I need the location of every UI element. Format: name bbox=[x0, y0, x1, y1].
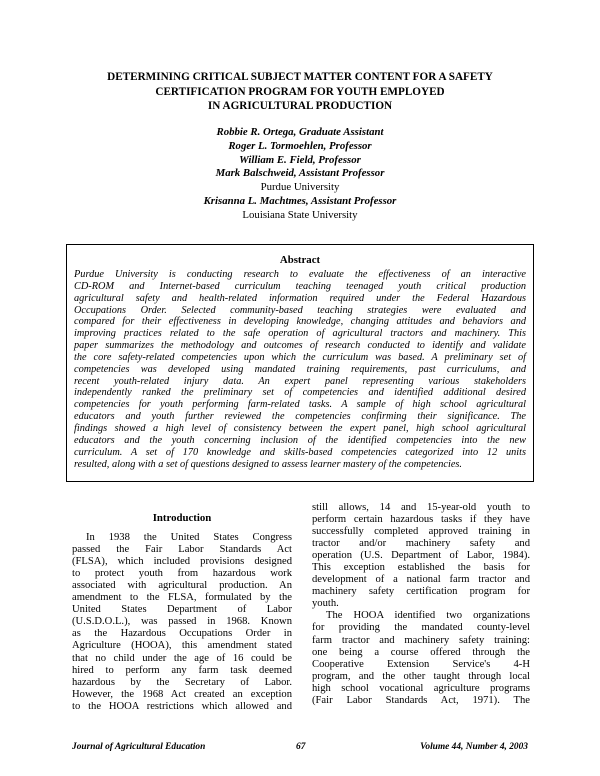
body-line: passed the Fair Labor Standards Act bbox=[72, 544, 292, 556]
abstract-line: Occupations Order. Selected community-based teaching strategies were evaluated and bbox=[74, 304, 526, 316]
footer-page-number: 67 bbox=[296, 742, 306, 752]
abstract-line: agricultural safety and health-related information required under the Federal Hazardous bbox=[74, 292, 526, 304]
body-line: (FLSA), which included provisions designed bbox=[72, 556, 292, 568]
abstract-line: findings showed a high level of consistency between the expert panel, high school agricultural bbox=[74, 422, 526, 434]
body-line: operation (U.S. Department of Labor, 1984). bbox=[312, 550, 530, 562]
abstract-line: compared for their effectiveness in developing knowledge, changing attitudes and behaviors and bbox=[74, 316, 526, 328]
body-line: United States Department of Labor bbox=[72, 604, 292, 616]
body-line: machinery safety certification program for bbox=[312, 586, 530, 598]
body-line: to protect youth from hazardous work bbox=[72, 568, 292, 580]
left-column bbox=[72, 512, 292, 713]
abstract-line: resulted, along with a set of questions designed to assess learner mastery of the competencies. bbox=[74, 458, 462, 470]
abstract-line: curriculum. A set of 170 knowledge and skills-based competencies categorized into 12 units bbox=[74, 446, 526, 458]
body-line: hired to perform any farm task deemed bbox=[72, 664, 292, 676]
abstract-heading: Abstract bbox=[279, 254, 321, 266]
body-line: The HOOA identified two organizations bbox=[326, 610, 530, 622]
body-line: as the Hazardous Occupations Order in bbox=[72, 628, 292, 640]
abstract-line: CD-ROM and Internet-based curriculum teaching teenaged youth critical production bbox=[74, 280, 526, 292]
abstract-line: independently ranked the preliminary set of competencies and identified additional desired bbox=[74, 387, 526, 399]
body-line: one being a course offered through the bbox=[312, 646, 530, 658]
affiliation-lsu: Louisiana State University bbox=[242, 208, 358, 221]
footer-volume: Volume 44, Number 4, 2003 bbox=[420, 742, 528, 752]
abstract-line: educators and the youth concerning inclusion of the identified competencies into the new bbox=[74, 434, 526, 446]
right-column bbox=[312, 502, 530, 707]
abstract-line: competencies for youth performing farm-related tasks. A sample of high school agricultural bbox=[74, 399, 526, 411]
body-line: that no child under the age of 16 could be bbox=[72, 652, 292, 664]
author-ortega: Robbie R. Ortega, Graduate Assistant bbox=[216, 126, 384, 138]
abstract-box bbox=[66, 244, 534, 482]
body-line: program, and the other taught through local bbox=[312, 670, 530, 682]
abstract-line: the core safety-related competencies upon which the curriculum was based. A preliminary set of bbox=[74, 351, 526, 363]
title-line: DETERMINING CRITICAL SUBJECT MATTER CONTENT FOR A SAFETY bbox=[107, 71, 493, 83]
body-line: This exception established the basis for bbox=[312, 562, 530, 574]
body-line: associated with agricultural production. An bbox=[72, 580, 292, 592]
abstract-line: Purdue University is conducting research to evaluate the effectiveness of an interactive bbox=[74, 269, 526, 280]
affiliation-purdue: Purdue University bbox=[260, 181, 340, 194]
footer-journal: Journal of Agricultural Education bbox=[72, 742, 206, 752]
body-line: youth. bbox=[312, 598, 339, 610]
body-line: hazardous by the Secretary of Labor. bbox=[72, 676, 292, 688]
abstract-line: recent youth-related injury data. An expert panel representing various stakeholders bbox=[74, 375, 526, 387]
title-line: IN AGRICULTURAL PRODUCTION bbox=[207, 100, 393, 112]
section-heading-introduction: Introduction bbox=[152, 512, 212, 524]
body-line: In 1938 the United States Congress bbox=[86, 532, 292, 544]
body-line: Agriculture (HOOA), this amendment stated bbox=[72, 640, 292, 652]
body-line: successfully completed approved training in bbox=[312, 526, 530, 538]
abstract-line: improving practices related to the safe operation of agricultural tractors and machinery. This bbox=[74, 328, 526, 340]
abstract-line: educators and youth further reviewed the competencies confirming their significance. The bbox=[74, 411, 526, 423]
body-line: for providing the mandated county-level bbox=[312, 622, 530, 634]
body-line: perform certain hazardous tasks if they have bbox=[312, 514, 530, 526]
abstract-line: paper summarizes the methodology and outcomes of research conducted to identify and validate bbox=[74, 340, 526, 352]
body-line: still allows, 14 and 15-year-old youth to bbox=[312, 502, 530, 513]
body-line: amendment to the FLSA, formulated by the bbox=[72, 592, 292, 604]
author-tormoehlen: Roger L. Tormoehlen, Professor bbox=[228, 139, 372, 152]
title-line: CERTIFICATION PROGRAM FOR YOUTH EMPLOYED bbox=[155, 85, 445, 98]
abstract-line: competencies was developed using mandated training requirements, past curriculums, and bbox=[74, 363, 526, 375]
author-field: William E. Field, Professor bbox=[239, 153, 361, 166]
author-block bbox=[70, 126, 530, 223]
body-line: farm tractor and machinery safety training: bbox=[312, 634, 530, 646]
paper-title bbox=[70, 70, 530, 114]
body-line: tractor and/or machinery safety and bbox=[312, 538, 530, 550]
abstract-body bbox=[74, 269, 526, 470]
body-line: However, the 1968 Act created an exception bbox=[72, 688, 292, 700]
author-balschweid: Mark Balschweid, Assistant Professor bbox=[215, 167, 385, 180]
body-line: (Fair Labor Standards Act, 1971). The bbox=[312, 694, 530, 706]
body-line: high school vocational agriculture programs bbox=[312, 682, 530, 694]
author-machtmes: Krisanna L. Machtmes, Assistant Professor bbox=[203, 194, 397, 207]
body-line: (U.S.D.O.L.), was passed in 1968. Known bbox=[72, 616, 292, 628]
body-line: Cooperative Extension Service's 4-H bbox=[312, 658, 530, 670]
body-line: development of a national farm tractor and bbox=[312, 574, 530, 586]
body-line: to the HOOA restrictions which allowed and bbox=[72, 700, 292, 712]
